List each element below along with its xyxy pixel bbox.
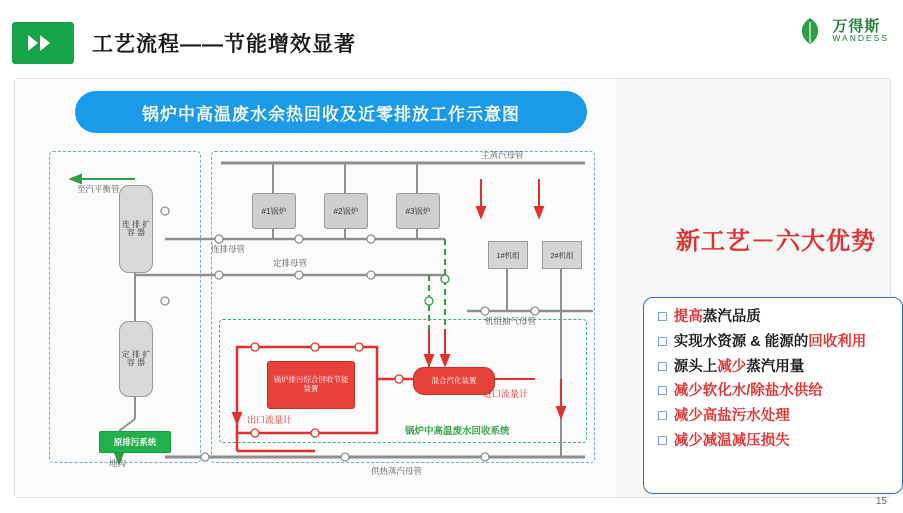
list-item: [657, 381, 895, 403]
list-item-text: 减少软化水/除盐水供给: [673, 383, 823, 400]
leaf-logo-icon: [795, 16, 825, 46]
label-continuous-blowdown-header: 连排母管: [211, 244, 246, 254]
recovery-device: 锅炉排污综合回收节能装置: [267, 361, 355, 409]
list-item-text: 提高蒸汽品质: [673, 309, 761, 325]
advantages-list: [657, 307, 895, 456]
checkbox-bullet-icon: ☐: [657, 433, 668, 448]
label-to-steam-balance: 至汽平衡管: [77, 184, 120, 194]
process-diagram: [15, 79, 615, 497]
logo-en: WANDESS: [832, 33, 889, 44]
mixing-device: 混合汽化装置: [413, 367, 495, 395]
label-extraction-header: 机组抽气母管: [485, 316, 537, 326]
fixed-blowdown-tank: 定 排 扩 容 器: [119, 321, 153, 397]
list-item: [657, 332, 895, 354]
label-outlet-flowmeter: 出口流量计: [247, 415, 293, 425]
label-green-system: 锅炉中高温废水回收系统: [405, 426, 510, 437]
list-item-text: 实现水资源 & 能源的回收利用: [673, 333, 867, 350]
label-fixed-blowdown-header: 定排母管: [273, 258, 308, 268]
logo-text: [832, 19, 889, 44]
boiler-2: #2锅炉: [324, 193, 368, 229]
label-drain: 地沟: [109, 458, 127, 468]
label-inlet-flowmeter: 进口流量计: [483, 389, 529, 399]
diagram-banner: 锅炉中高温废水余热回收及近零排放工作示意图: [75, 91, 587, 133]
unit-2: 2#机组: [542, 241, 582, 269]
boiler-1: #1锅炉: [252, 193, 296, 229]
chevron-glyphs: [26, 33, 60, 53]
list-item: [657, 357, 895, 379]
label-heating-steam-header: 供热蒸汽母管: [371, 466, 423, 476]
continuous-blowdown-tank: 连 排 扩 容 器: [119, 185, 153, 273]
content-panel: [14, 78, 891, 498]
label-main-steam-header: 主蒸汽母管: [481, 150, 524, 160]
list-item: [657, 406, 895, 428]
brand-logo: [795, 16, 889, 46]
checkbox-bullet-icon: ☐: [657, 384, 668, 399]
list-item-text: 减少高盐污水处理: [673, 408, 790, 424]
page-title: 工艺流程——节能增效显著: [92, 33, 356, 56]
old-system-box: 原排污系统: [99, 431, 171, 453]
checkbox-bullet-icon: ☐: [657, 310, 668, 324]
checkbox-bullet-icon: ☐: [657, 359, 668, 374]
advantages-title: 新工艺－六大优势: [676, 228, 876, 255]
list-item: [657, 307, 895, 329]
checkbox-bullet-icon: ☐: [657, 409, 668, 423]
logo-cn: 万得斯: [832, 17, 881, 35]
page-number: 15: [875, 496, 887, 507]
list-item-text: 源头上减少蒸汽用量: [673, 358, 805, 375]
list-item: [657, 431, 895, 453]
boiler-3: #3锅炉: [396, 193, 440, 229]
checkbox-bullet-icon: ☐: [657, 334, 668, 349]
unit-1: 1#机组: [488, 241, 528, 269]
list-item-text: 减少减温减压损失: [673, 432, 790, 449]
double-chevron-icon: [12, 22, 74, 64]
